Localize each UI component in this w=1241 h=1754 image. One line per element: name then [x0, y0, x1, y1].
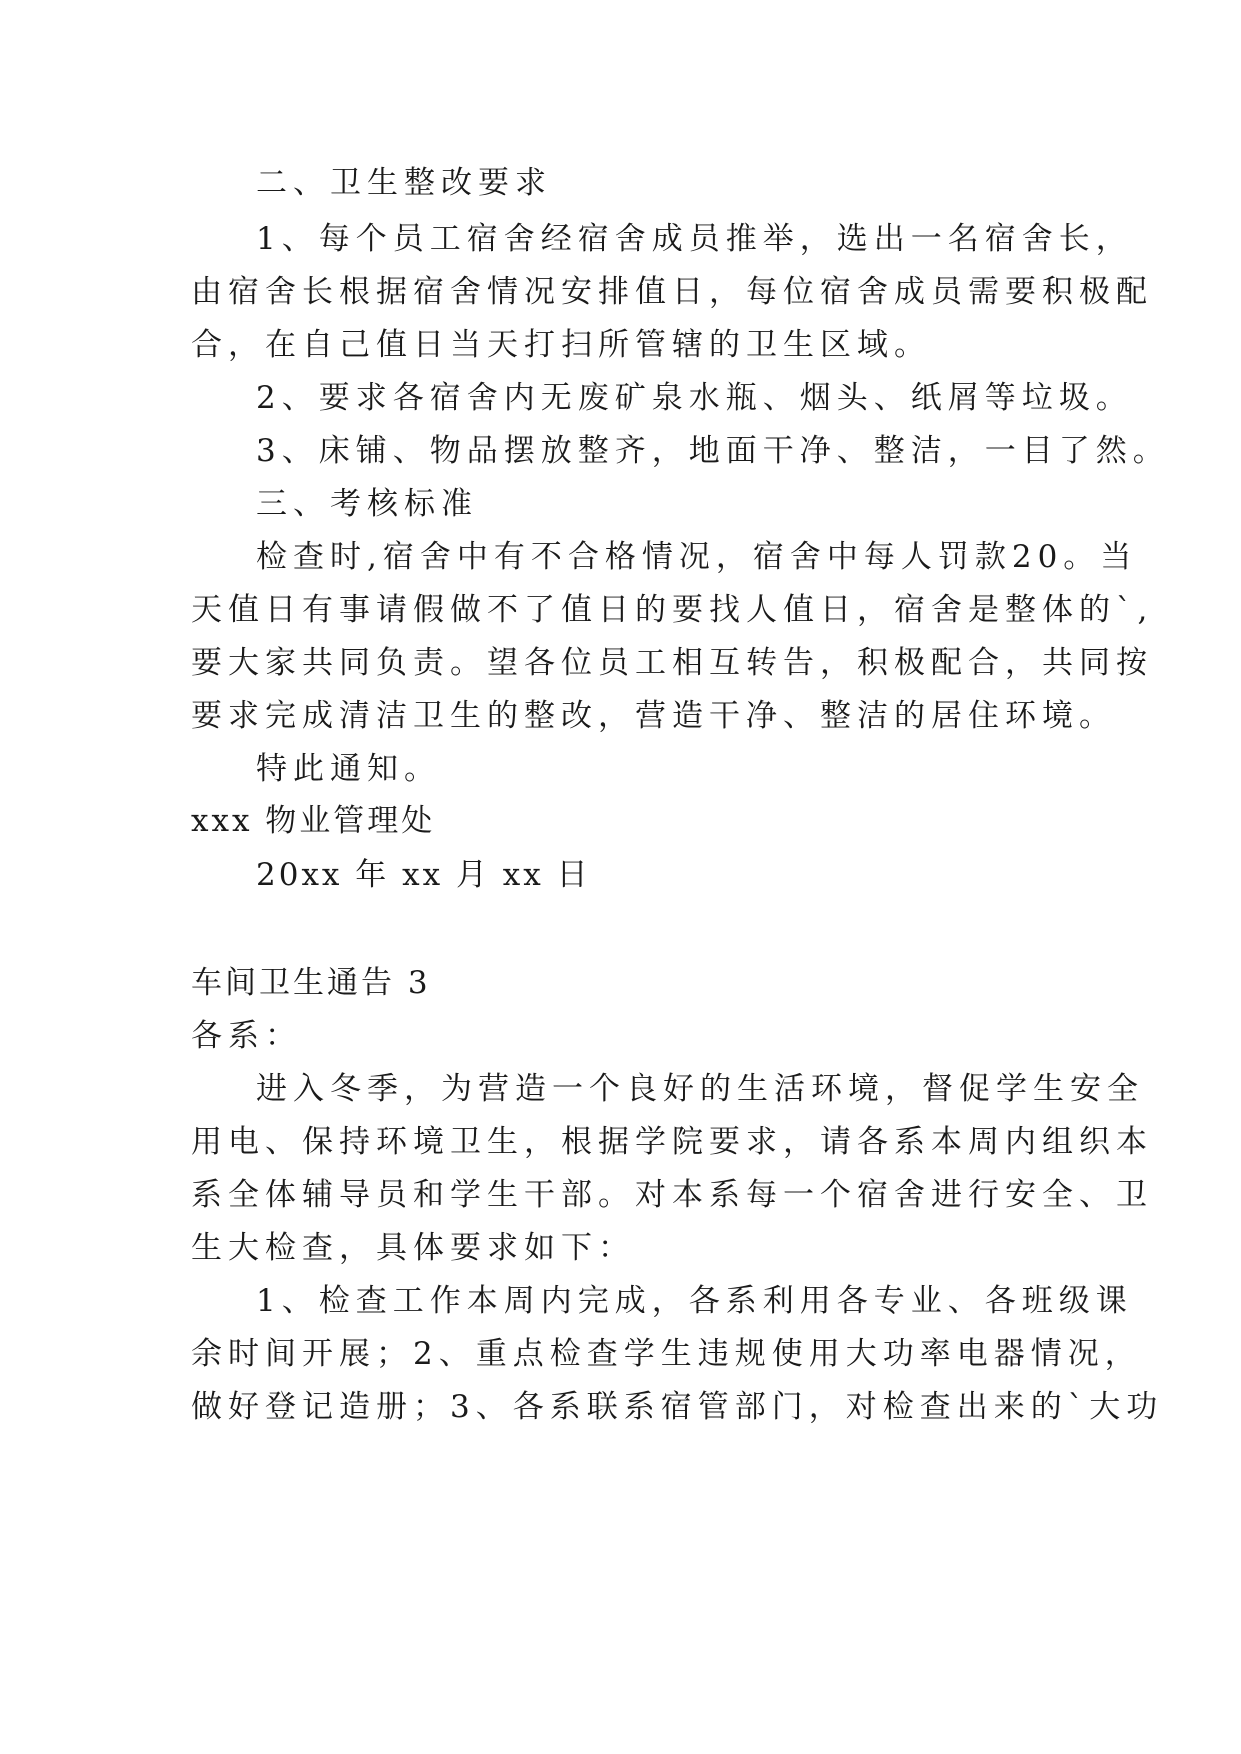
paragraph-line: 合，在自己值日当天打扫所管辖的卫生区域。 [191, 327, 931, 363]
paragraph-line: 由宿舍长根据宿舍情况安排值日，每位宿舍成员需要积极配 [191, 274, 1153, 310]
salutation: 各系： [191, 1018, 302, 1054]
paragraph-line: 要求完成清洁卫生的整改，营造干净、整洁的居住环境。 [191, 698, 1116, 734]
notice-title: 车间卫生通告 3 [191, 965, 431, 1001]
paragraph-line: 天值日有事请假做不了值日的要找人值日，宿舍是整体的`, [191, 592, 1154, 628]
paragraph-line: 1、检查工作本周内完成，各系利用各专业、各班级课 [256, 1283, 1133, 1319]
signature-org: xxx 物业管理处 [191, 803, 436, 839]
paragraph-line: 系全体辅导员和学生干部。对本系每一个宿舍进行安全、卫 [191, 1177, 1153, 1213]
signature-date: 20xx 年 xx 月 xx 日 [256, 857, 591, 893]
paragraph-line: 1、每个员工宿舍经宿舍成员推举，选出一名宿舍长， [256, 221, 1133, 257]
paragraph-line: 检查时,宿舍中有不合格情况，宿舍中每人罚款20。当 [256, 539, 1138, 575]
paragraph-line: 进入冬季，为营造一个良好的生活环境，督促学生安全 [256, 1071, 1144, 1107]
paragraph-line: 生大检查，具体要求如下： [191, 1230, 635, 1266]
section-heading-2: 二、卫生整改要求 [256, 165, 552, 201]
paragraph-line: 做好登记造册；3、各系联系宿管部门，对检查出来的`大功 [191, 1389, 1164, 1425]
closing-line: 特此通知。 [256, 751, 441, 787]
paragraph-line: 3、床铺、物品摆放整齐，地面干净、整洁，一目了然。 [256, 433, 1170, 469]
paragraph-line: 用电、保持环境卫生，根据学院要求，请各系本周内组织本 [191, 1124, 1153, 1160]
paragraph-line: 余时间开展；2、重点检查学生违规使用大功率电器情况， [191, 1336, 1142, 1372]
paragraph-line: 2、要求各宿舍内无废矿泉水瓶、烟头、纸屑等垃圾。 [256, 380, 1133, 416]
section-heading-3: 三、考核标准 [256, 486, 478, 522]
paragraph-line: 要大家共同负责。望各位员工相互转告，积极配合，共同按 [191, 645, 1153, 681]
